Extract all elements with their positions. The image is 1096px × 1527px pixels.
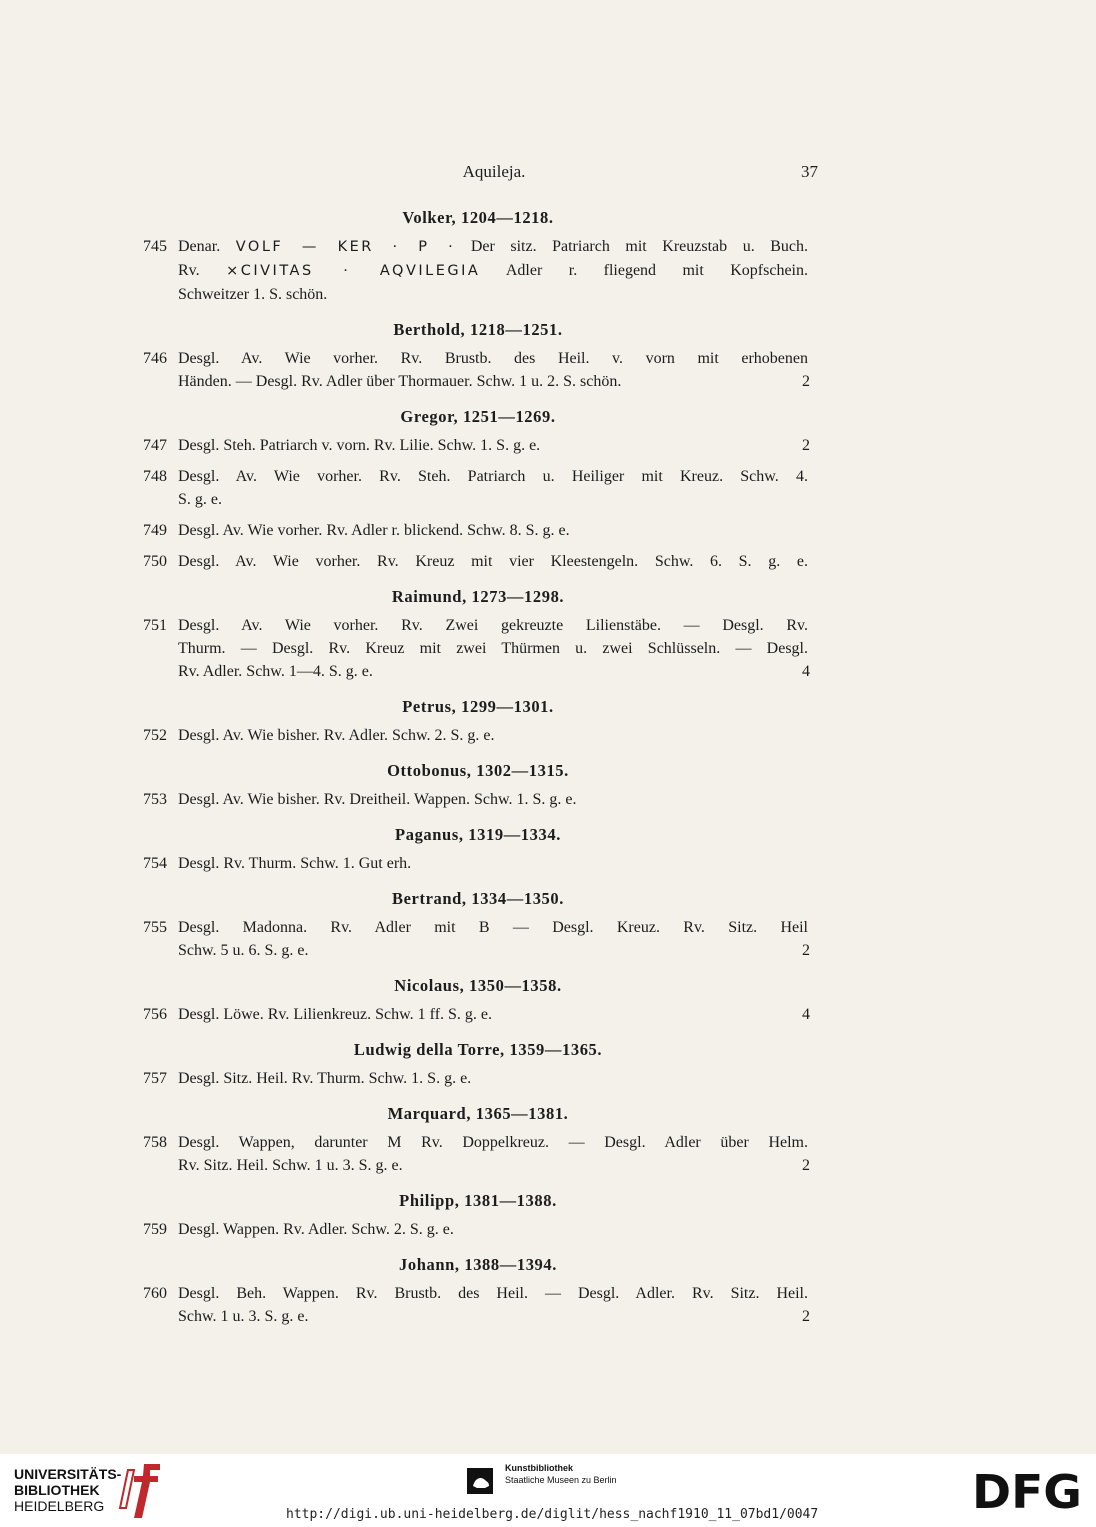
- entry-line: Desgl. Beh. Wappen. Rv. Brustb. des Heil. — Desgl. Adler. Rv. Sitz. Heil.: [178, 1285, 808, 1302]
- lot-number: 746: [143, 350, 167, 367]
- catalogue-entry: [143, 614, 813, 683]
- partner-subtitle: Staatliche Museen zu Berlin: [505, 1475, 617, 1485]
- price: 4: [802, 1006, 810, 1023]
- price: 4: [802, 663, 810, 680]
- entry-spacer: [143, 1177, 813, 1185]
- catalogue-entry: [143, 788, 813, 811]
- entry-line: [178, 259, 808, 283]
- lot-number: 760: [143, 1285, 167, 1302]
- catalogue-entry: [143, 347, 813, 393]
- entry-spacer: [143, 393, 813, 401]
- ruler-heading: Paganus, 1319—1334.: [395, 825, 561, 844]
- lot-number: 759: [143, 1221, 167, 1238]
- entry-text: Rv.: [178, 262, 227, 279]
- entry-spacer: [143, 511, 813, 519]
- ruler-heading: Volker, 1204—1218.: [402, 208, 554, 227]
- ruler-heading: Marquard, 1365—1381.: [387, 1104, 569, 1123]
- catalogue-entry: [143, 550, 813, 573]
- entry-line: Rv. Adler. Schw. 1—4. S. g. e.: [178, 663, 373, 680]
- price: 2: [802, 373, 810, 390]
- entry-spacer: [143, 1241, 813, 1249]
- price: 2: [802, 437, 810, 454]
- ruler-heading: Philipp, 1381—1388.: [399, 1191, 557, 1210]
- entry-line: Händen. — Desgl. Rv. Adler über Thormauer. Schw. 1 u. 2. S. schön.: [178, 373, 622, 390]
- catalogue-entry: [143, 1003, 813, 1026]
- lot-number: 753: [143, 791, 167, 808]
- dfg-logo[interactable]: [972, 1468, 1084, 1514]
- entry-line: Desgl. Löwe. Rv. Lilienkreuz. Schw. 1 ff. S. g. e.: [178, 1006, 493, 1023]
- entry-line: Desgl. Rv. Thurm. Schw. 1. Gut erh.: [178, 855, 412, 872]
- entry-line: Desgl. Av. Wie bisher. Rv. Dreitheil. Wappen. Schw. 1. S. g. e.: [178, 791, 577, 808]
- entry-text: Der sitz. Patriarch mit Kreuzstab u. Buch.: [455, 238, 809, 255]
- entry-line: Desgl. Madonna. Rv. Adler mit B — Desgl. Kreuz. Rv. Sitz. Heil: [178, 919, 808, 936]
- entry-line: Schw. 1 u. 3. S. g. e.: [178, 1308, 309, 1325]
- entry-spacer: [143, 875, 813, 883]
- entry-spacer: [143, 457, 813, 465]
- entry-line: Desgl. Av. Wie vorher. Rv. Steh. Patriarch u. Heiliger mit Kreuz. Schw. 4.: [178, 468, 808, 485]
- coin-legend: ×CIVITAS · AQVILEGIA: [226, 263, 481, 279]
- lot-number: 751: [143, 617, 167, 634]
- lot-number: 757: [143, 1070, 167, 1087]
- catalogue-entry: [143, 1282, 813, 1328]
- lot-number: 747: [143, 437, 167, 454]
- ruler-heading: Gregor, 1251—1269.: [400, 407, 556, 426]
- price: 2: [802, 1308, 810, 1325]
- source-url[interactable]: http://digi.ub.uni-heidelberg.de/diglit/hess_nachf1910_11_07bd1/0047: [286, 1507, 819, 1522]
- entry-line: Desgl. Av. Wie vorher. Rv. Adler r. blickend. Schw. 8. S. g. e.: [178, 522, 570, 539]
- catalogue-entry: [143, 235, 813, 306]
- svg-text:DFG: DFG: [972, 1468, 1082, 1514]
- lot-number: 758: [143, 1134, 167, 1151]
- ruler-heading: Ottobonus, 1302—1315.: [387, 761, 569, 780]
- catalogue-entry: [143, 852, 813, 875]
- entry-line: Desgl. Av. Wie bisher. Rv. Adler. Schw. 2. S. g. e.: [178, 727, 495, 744]
- lot-number: 750: [143, 553, 167, 570]
- entry-spacer: [143, 747, 813, 755]
- catalogue-entry: [143, 1218, 813, 1241]
- ruler-heading: Nicolaus, 1350—1358.: [394, 976, 562, 995]
- lot-number: 745: [143, 238, 167, 255]
- catalogue-body: [143, 202, 813, 1336]
- ruler-heading: Petrus, 1299—1301.: [402, 697, 554, 716]
- price: 2: [802, 1157, 810, 1174]
- entry-text: Denar.: [178, 238, 236, 255]
- entry-line: Desgl. Wappen, darunter M Rv. Doppelkreuz. — Desgl. Adler über Helm.: [178, 1134, 808, 1151]
- entry-spacer: [143, 1026, 813, 1034]
- library-name-line1: UNIVERSITÄTS-: [14, 1466, 122, 1482]
- ruler-heading: Johann, 1388—1394.: [399, 1255, 557, 1274]
- entry-spacer: [143, 306, 813, 314]
- entry-line: Thurm. — Desgl. Rv. Kreuz mit zwei Thürmen u. zwei Schlüsseln. — Desgl.: [178, 640, 808, 657]
- library-name-line2: BIBLIOTHEK: [14, 1482, 100, 1498]
- entry-spacer: [143, 811, 813, 819]
- catalogue-entry: [143, 724, 813, 747]
- entry-line: Schweitzer 1. S. schön.: [178, 286, 328, 303]
- kunstbibliothek-logo[interactable]: [465, 1460, 665, 1500]
- partner-name: Kunstbibliothek: [505, 1463, 573, 1473]
- page-number: 37: [801, 162, 818, 181]
- entry-line: Rv. Sitz. Heil. Schw. 1 u. 3. S. g. e.: [178, 1157, 403, 1174]
- ruler-heading: Berthold, 1218—1251.: [393, 320, 563, 339]
- running-head: [170, 162, 818, 186]
- entry-spacer: [143, 962, 813, 970]
- entry-spacer: [143, 1090, 813, 1098]
- lot-number: 749: [143, 522, 167, 539]
- entry-line: Desgl. Av. Wie vorher. Rv. Brustb. des Heil. v. vorn mit erhobenen: [178, 350, 808, 367]
- entry-line: [178, 235, 808, 259]
- library-emblem-icon: [114, 1460, 164, 1520]
- catalogue-entry: [143, 1131, 813, 1177]
- entry-spacer: [143, 1328, 813, 1336]
- ruler-heading: Raimund, 1273—1298.: [391, 587, 565, 606]
- ruler-heading: Bertrand, 1334—1350.: [392, 889, 564, 908]
- bear-emblem-icon: [465, 1466, 495, 1496]
- entry-line: Desgl. Sitz. Heil. Rv. Thurm. Schw. 1. S. g. e.: [178, 1070, 472, 1087]
- lot-number: 748: [143, 468, 167, 485]
- entry-line: Desgl. Wappen. Rv. Adler. Schw. 2. S. g. e.: [178, 1221, 454, 1238]
- entry-line: S. g. e.: [178, 491, 222, 508]
- price: 2: [802, 942, 810, 959]
- university-library-logo[interactable]: [14, 1466, 174, 1520]
- lot-number: 752: [143, 727, 167, 744]
- catalogue-entry: [143, 519, 813, 542]
- lot-number: 756: [143, 1006, 167, 1023]
- catalogue-entry: [143, 434, 813, 457]
- entry-line: Desgl. Steh. Patriarch v. vorn. Rv. Lilie. Schw. 1. S. g. e.: [178, 437, 541, 454]
- entry-line: Schw. 5 u. 6. S. g. e.: [178, 942, 309, 959]
- running-head-title: Aquileja.: [462, 162, 526, 181]
- entry-spacer: [143, 683, 813, 691]
- catalogue-entry: [143, 465, 813, 511]
- ruler-heading: Ludwig della Torre, 1359—1365.: [353, 1040, 603, 1059]
- library-name-line3: HEIDELBERG: [14, 1498, 105, 1514]
- digitization-footer: [0, 1454, 1096, 1527]
- entry-spacer: [143, 573, 813, 581]
- entry-text: Adler r. fliegend mit Kopfschein.: [480, 262, 809, 279]
- entry-line: Desgl. Av. Wie vorher. Rv. Kreuz mit vier Kleestengeln. Schw. 6. S. g. e.: [178, 553, 808, 570]
- entry-spacer: [143, 542, 813, 550]
- lot-number: 755: [143, 919, 167, 936]
- lot-number: 754: [143, 855, 167, 872]
- coin-legend: VOLF — KER · P ·: [235, 239, 456, 255]
- catalogue-entry: [143, 1067, 813, 1090]
- catalogue-entry: [143, 916, 813, 962]
- entry-line: Desgl. Av. Wie vorher. Rv. Zwei gekreuzte Lilienstäbe. — Desgl. Rv.: [178, 617, 808, 634]
